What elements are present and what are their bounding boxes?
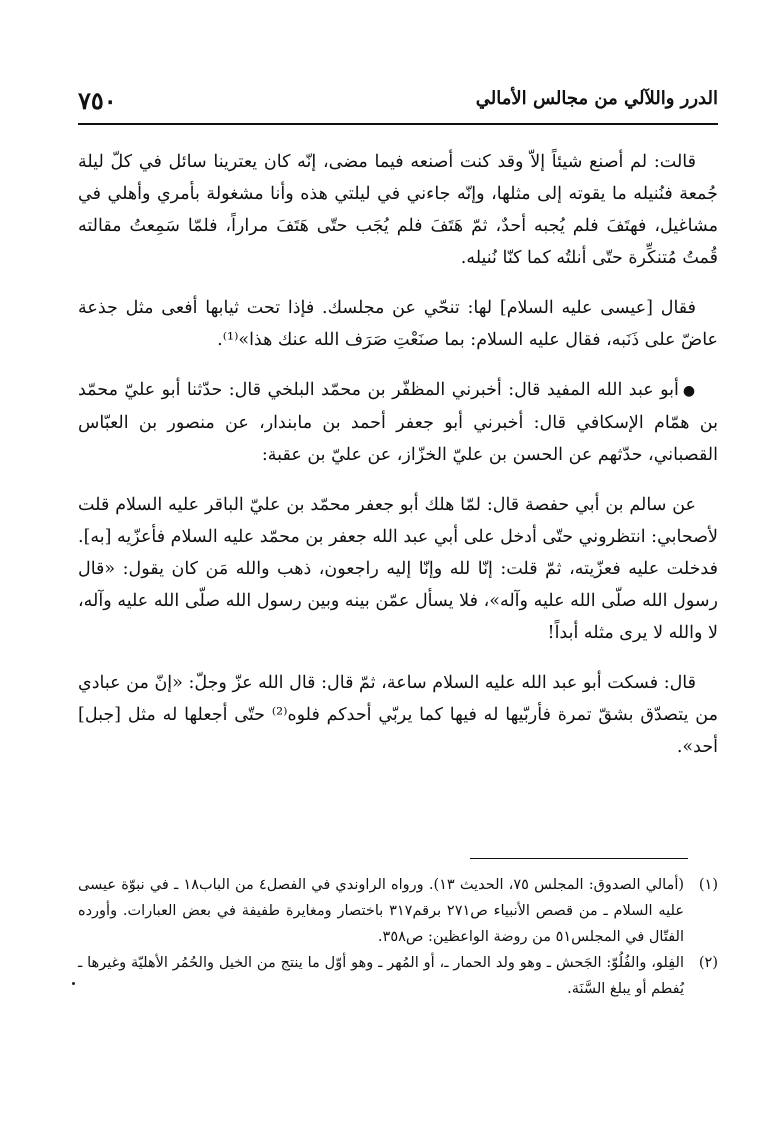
paragraph-3-text: أبو عبد الله المفيد قال: أخبرني المظفّر بن محمّد البلخي قال: حدّثنا أبو عليّ محمّد بن همّام الإسكافي قال: أخبرني أبو جعفر أحمد بن مابندار، عن منصور بن العبّاس القصباني، حدّثهم عن الحسن بن عليّ الخزّاز، عن عليّ بن عقبة: [78,380,718,465]
footnote-number: (٢) [698,955,718,971]
paragraph-2: فقال [عيسى عليه السلام] لها: تنحّي عن مجلسك. فإذا تحت ثيابها أفعى مثل جذعة عاضّ على ذَنَبه، فقال عليه السلام: بما صنَعْتِ صَرَف الله عنك هذا»⁽¹⁾. [78,298,718,350]
paragraph-5: قال: فسكت أبو عبد الله عليه السلام ساعة، ثمّ قال: قال الله عزّ وجلّ: «إنّ من عبادي من يتصدّق بشقّ تمرة فأربّيها له فيها كما يربّي أحدكم فلوه⁽²⁾ حتّى أجعلها له مثل [جبل] أحد». [78,673,718,757]
bullet-icon: ● [682,383,697,399]
footnotes [78,872,718,1002]
paragraph-gap [78,356,718,374]
footnote-text: (أمالي الصدوق: المجلس ٧٥، الحديث ١٣). ورواه الراوندي في الفصل٤ من الباب١٨ ـ في نبوّة عيسى عليه السلام ـ من قصص الأنبياء ص٢٧١ برقم٣١٧ باختصار ومغايرة طفيفة في بعض العبارات. وأورده الفتّال في المجلس٥١ من روضة الواعظين: ص٣٥٨. [78,877,684,945]
page-header [78,88,718,118]
footnote-divider [470,858,688,859]
paragraph-gap [78,649,718,667]
footnote-2 [78,950,718,1002]
main-text [78,146,718,763]
page-number: ٧٥٠ [78,86,117,115]
paragraph-4: عن سالم بن أبي حفصة قال: لمّا هلك أبو جعفر محمّد بن عليّ الباقر عليه السلام قلت لأصحابي: انتظروني حتّى أدخل على أبي عبد الله جعفر بن محمّد عليه السلام فأعزّيه [به]. فدخلت عليه فعزّيته، ثمّ قلت: إنّا لله وإنّا إليه راجعون، ذهب والله مَن كان يقول: «قال رسول الله صلّى الله عليه وآله»، فلا يسأل عمّن بينه وبين رسول الله صلّى الله عليه وآله، لا والله لا يرى مثله أبداً! [78,495,718,643]
margin-dot [72,982,75,985]
paragraph-gap [78,274,718,292]
running-title: الدرر واللآلي من مجالس الأمالي [475,88,718,109]
paragraph-1: قالت: لم أصنع شيئاً إلاّ وقد كنت أصنعه فيما مضى، إنّه كان يعترينا سائل في كلّ ليلة جُمعة فنُنيله ما يقوته إلى مثلها، وإنّه جاءني في ليلتي هذه وأنا مشغولة بأمري وأهلي في مشاغيل، فهتَفَ فلم يُجبه أحدٌ، ثمّ هَتَفَ فلم يُجَب حتّى هَتَفَ مراراً، فلمّا سَمِعتُ مقالته قُمتُ مُتنكِّرة حتّى أنلتُه كما كنّا نُنيله. [78,152,718,268]
footnote-number: (١) [698,877,718,893]
paragraph-3 [78,374,718,471]
header-divider [78,123,718,125]
footnote-text: الفِلو، والفُلُوّ: الجَحش ـ وهو ولد الحمار ـ، أو المُهر ـ وهو أوّل ما ينتج من الخيل والحُمُر الأهليّة وغيرها ـ يُفطم أو يبلغ السَّنَة. [78,955,684,997]
footnote-1 [78,872,718,950]
paragraph-gap [78,471,718,489]
